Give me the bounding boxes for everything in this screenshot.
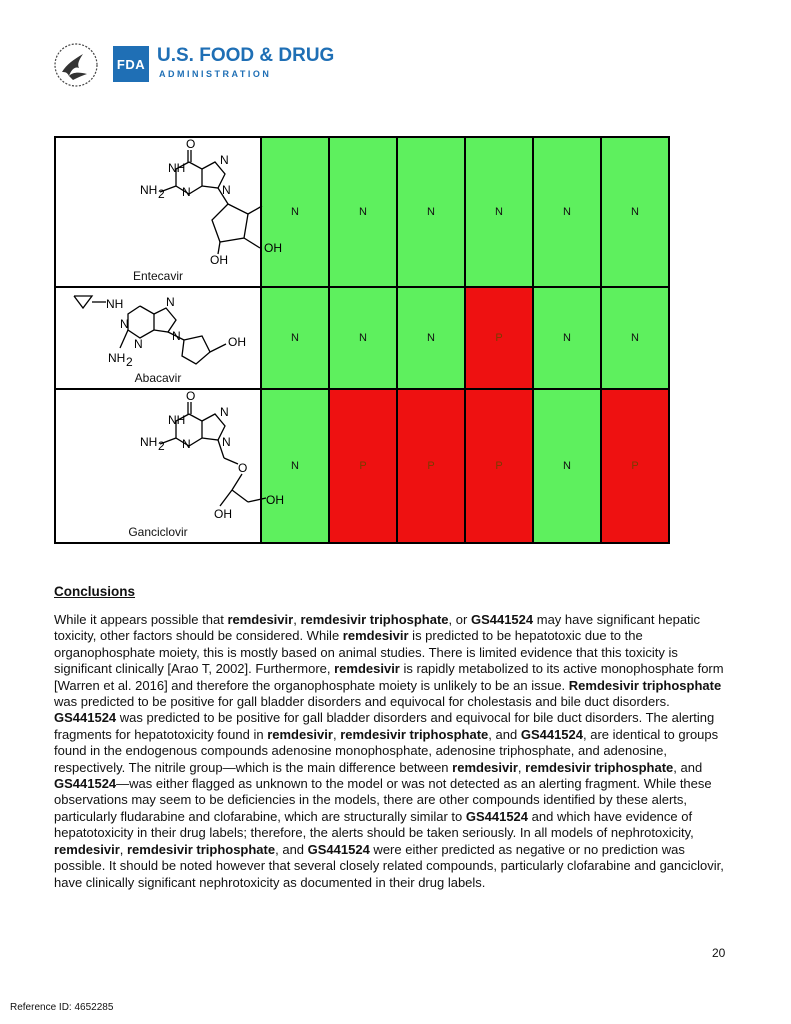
svg-text:OH: OH: [228, 335, 246, 349]
svg-text:2: 2: [126, 355, 133, 369]
result-cell: N: [397, 287, 465, 389]
svg-text:N: N: [120, 317, 129, 331]
svg-text:NH: NH: [168, 413, 186, 427]
abacavir-structure: [70, 292, 250, 376]
page-number: 20: [712, 946, 726, 960]
text-run: was predicted to be positive for gall bladder disorders and equivocal for bile duct disorders. The alerting fragments for hepatotoxicity found in: [54, 710, 715, 742]
result-cell: N: [397, 137, 465, 287]
svg-text:NH: NH: [108, 351, 126, 365]
result-cell: P: [329, 389, 397, 543]
text-run: ,: [517, 759, 526, 775]
svg-text:N: N: [134, 337, 143, 351]
text-run: —was either flagged as unknown to the model or was not detected as an alerting fragment. While these observations may seem to be deficiencies in the models, there are other compounds identified by these alerts, particularly fludarabine and clofarabine, which are structurally similar to: [54, 776, 712, 824]
text-run: , or: [448, 612, 471, 627]
svg-text:2: 2: [158, 187, 165, 201]
drug-term: GS441524: [54, 776, 117, 792]
ganciclovir-structure: [70, 389, 284, 528]
entecavir-structure: [70, 137, 282, 272]
drug-term: GS441524: [520, 726, 583, 742]
table-row-ganciclovir: [55, 389, 669, 543]
result-cell: N: [533, 389, 601, 543]
text-run: is rapidly metabolized to its active monophosphate form [Warren et al. 2016] and therefore the organophosphate moiety is unlikely to be an issue.: [54, 661, 724, 693]
result-cell: N: [601, 287, 669, 389]
table-row-entecavir: [55, 137, 669, 287]
table-row-abacavir: [55, 287, 669, 389]
result-cell: N: [601, 137, 669, 287]
drug-term: GS441524: [470, 612, 534, 627]
result-cell: N: [261, 389, 329, 543]
fda-header: [53, 40, 353, 92]
drug-term: GS441524: [307, 841, 370, 857]
svg-text:NH: NH: [140, 435, 158, 449]
agency-name: U.S. FOOD & DRUG: [157, 45, 335, 66]
text-run: While it appears possible that: [54, 612, 228, 627]
fda-badge: FDA: [113, 46, 149, 82]
svg-text:NH: NH: [168, 161, 186, 175]
agency-subtitle: ADMINISTRATION: [159, 69, 272, 79]
svg-text:O: O: [238, 461, 248, 475]
drug-term: remdesivir: [227, 612, 294, 627]
svg-text:N: N: [172, 329, 181, 343]
drug-name: Entecavir: [132, 269, 184, 283]
svg-text:2: 2: [158, 439, 165, 453]
structure-cell-ganciclovir: [55, 389, 284, 543]
toxicity-prediction-table: [54, 136, 670, 544]
drug-term: remdesivir: [54, 841, 120, 857]
reference-id: Reference ID: 4652285: [10, 1002, 114, 1013]
svg-text:OH: OH: [264, 241, 282, 255]
conclusions-heading: Conclusions: [54, 584, 136, 599]
result-cell: N: [261, 287, 329, 389]
drug-term: GS441524: [465, 808, 529, 824]
result-cell: N: [465, 137, 533, 287]
result-cell: N: [533, 287, 601, 389]
svg-text:OH: OH: [210, 253, 228, 267]
result-cell: P: [601, 389, 669, 543]
drug-name: Abacavir: [134, 371, 182, 385]
svg-text:NH: NH: [106, 297, 124, 311]
drug-term: GS441524: [54, 710, 117, 726]
result-cell: N: [329, 137, 397, 287]
drug-term: Remdesivir triphosphate: [568, 677, 722, 693]
svg-text:N: N: [220, 153, 229, 167]
svg-text:O: O: [186, 137, 196, 151]
text-run: , and: [488, 726, 521, 742]
text-run: ,: [332, 726, 341, 742]
text-run: ,: [119, 841, 127, 857]
svg-text:OH: OH: [266, 493, 284, 507]
svg-text:N: N: [220, 405, 229, 419]
text-run: was predicted to be positive for gall bladder disorders and equivocal for cholestasis and bile duct disorders.: [54, 694, 670, 710]
drug-term: remdesivir: [452, 759, 518, 775]
drug-term: remdesivir: [267, 726, 333, 742]
conclusions-paragraph: [54, 612, 734, 891]
svg-text:N: N: [182, 437, 191, 451]
svg-text:O: O: [186, 389, 196, 403]
drug-name: Ganciclovir: [128, 525, 188, 539]
result-cell: N: [261, 137, 329, 287]
result-cell: P: [465, 287, 533, 389]
svg-text:N: N: [222, 435, 231, 449]
text-run: is predicted to be hepatotoxic due to the organophosphate moiety, this is mostly based on animal studies. There is limited evidence that this toxicity is significant clinically [Arao T, 2002]. Furthermore,: [54, 628, 678, 677]
drug-term: remdesivir: [342, 628, 409, 644]
text-run: and which have evidence of hepatotoxicity in their drug labels; therefore, the alerts should be taken seriously. In all models of nephrotoxicity,: [54, 808, 694, 841]
svg-text:OH: OH: [214, 507, 232, 521]
result-cell: N: [329, 287, 397, 389]
svg-text:N: N: [222, 183, 231, 197]
result-cell: N: [533, 137, 601, 287]
text-run: , and: [673, 759, 703, 775]
drug-term: remdesivir: [334, 661, 400, 677]
text-run: may have significant hepatic toxicity, other factors should be considered. While: [54, 612, 701, 644]
text-run: were either predicted as negative or no prediction was possible. It should be noted however that several closely related compounds, particularly clofarabine and ganciclovir, have clinically significant nephrotoxicity as documented in their drug labels.: [54, 841, 724, 890]
drug-term: remdesivir triphosphate: [340, 726, 489, 742]
hhs-eagle-logo: [53, 42, 99, 88]
svg-text:N: N: [166, 295, 175, 309]
drug-term: remdesivir triphosphate: [525, 759, 674, 775]
text-run: , are identical to groups found in the endogenous compounds adenosine monophosphate, adenosine triphosphate, and adenosine, respectively. The nitrile group—which is the main difference between: [54, 726, 719, 775]
structure-cell-entecavir: [55, 137, 282, 287]
text-run: , and: [275, 841, 308, 857]
svg-text:N: N: [182, 185, 191, 199]
text-run: ,: [293, 612, 301, 627]
drug-term: remdesivir triphosphate: [127, 841, 276, 857]
svg-text:NH: NH: [140, 183, 158, 197]
result-cell: P: [397, 389, 465, 543]
structure-cell-abacavir: [55, 287, 261, 389]
drug-term: remdesivir triphosphate: [300, 612, 449, 627]
result-cell: P: [465, 389, 533, 543]
